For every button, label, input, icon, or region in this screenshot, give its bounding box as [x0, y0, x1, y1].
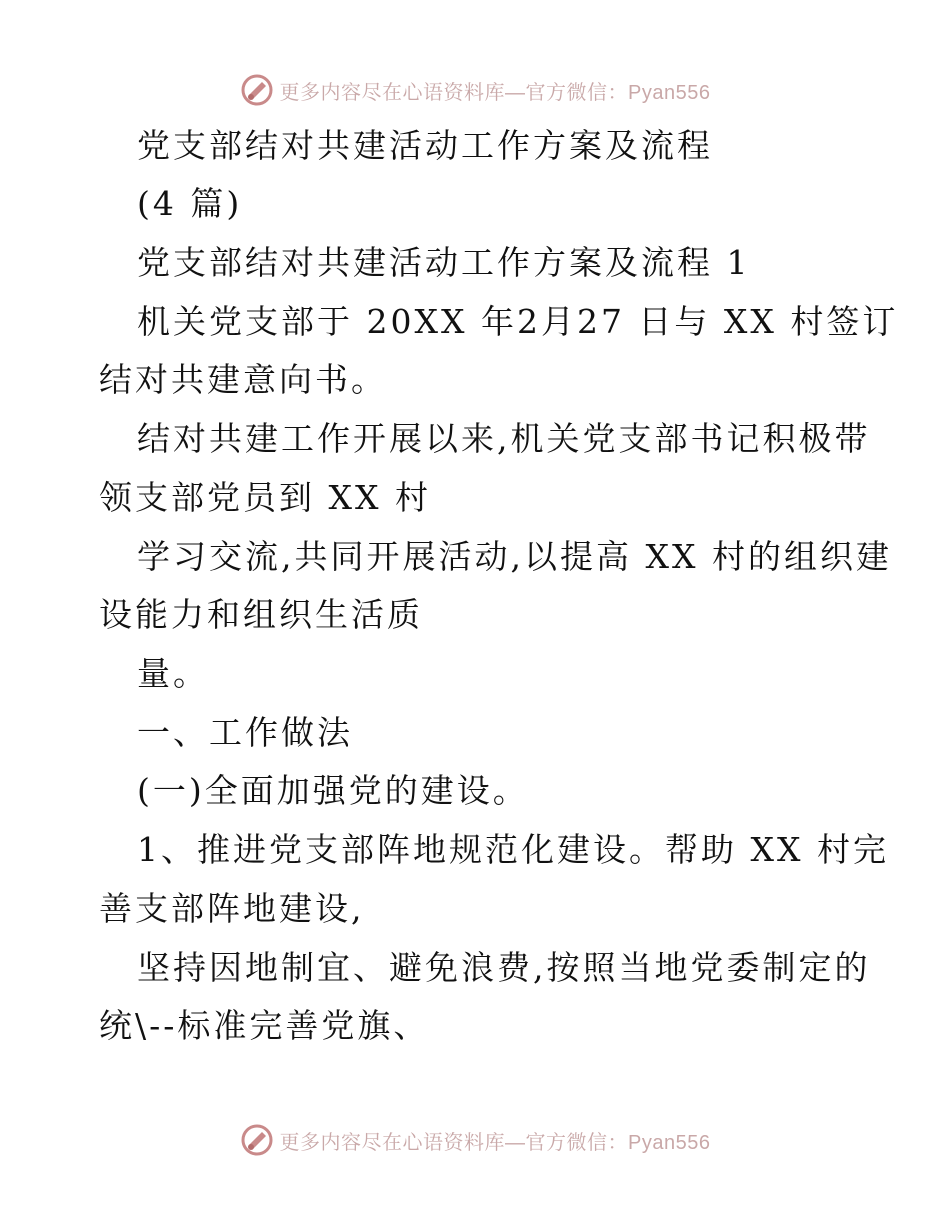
- document-subtitle: (4 篇): [137, 184, 243, 223]
- paragraph-line: 1、推进党支部阵地规范化建设。帮助 XX 村完: [137, 830, 889, 869]
- watermark-text: 更多内容尽在心语资料库—官方微信：Pyan556: [279, 81, 711, 104]
- paragraph-line: 领支部党员到 XX 村: [99, 478, 431, 517]
- watermark-logo-icon: [240, 1123, 274, 1157]
- paragraph-line: 坚持因地制宜、避免浪费,按照当地党委制定的: [137, 948, 871, 987]
- paragraph-line: 统\--标准完善党旗、: [99, 1006, 430, 1045]
- document-title: 党支部结对共建活动工作方案及流程: [137, 126, 713, 165]
- paragraph-line: 结对共建意向书。: [99, 360, 387, 399]
- header-watermark: [0, 70, 950, 110]
- section-heading: 党支部结对共建活动工作方案及流程 1: [137, 243, 751, 282]
- paragraph-line: 学习交流,共同开展活动,以提高 XX 村的组织建: [137, 537, 892, 576]
- subsection-heading: (一)全面加强党的建设。: [137, 771, 529, 810]
- watermark-logo-icon: [240, 73, 274, 107]
- footer-watermark: [0, 1120, 950, 1160]
- paragraph-line: 善支部阵地建设,: [99, 889, 365, 928]
- watermark-text: 更多内容尽在心语资料库—官方微信：Pyan556: [279, 1131, 711, 1154]
- paragraph-line: 结对共建工作开展以来,机关党支部书记积极带: [137, 419, 871, 458]
- paragraph-line: 量。: [137, 654, 209, 693]
- paragraph-line: 设能力和组织生活质: [99, 595, 423, 634]
- paragraph-line: 机关党支部于 20XX 年2月27 日与 XX 村签订: [137, 302, 899, 341]
- section-heading: 一、工作做法: [137, 713, 353, 752]
